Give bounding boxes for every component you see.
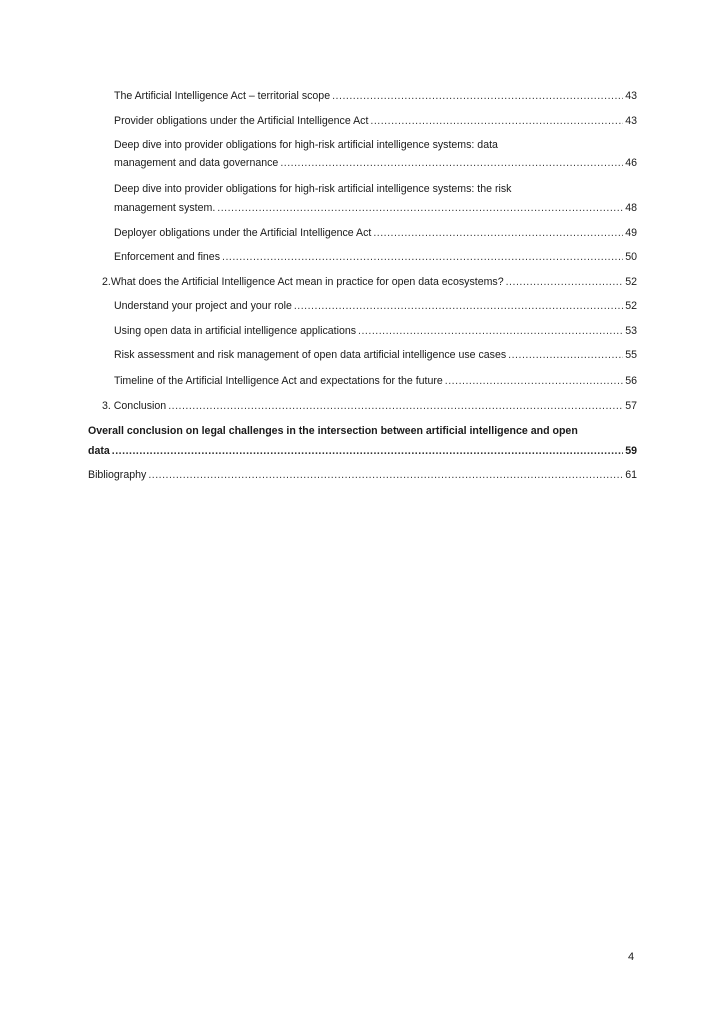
toc-entry-top-level[interactable] [88, 425, 637, 458]
toc-entry[interactable] [114, 227, 637, 240]
toc-entry[interactable] [114, 251, 637, 264]
toc-entry[interactable] [88, 469, 637, 482]
toc-entry-page: 53 [625, 325, 637, 337]
toc-entry-title: data [88, 445, 110, 457]
toc-entry-page: 57 [625, 400, 637, 412]
toc-entry-title: Conclusion [113, 400, 167, 412]
toc-entry-page: 56 [625, 375, 637, 387]
toc-leader-dots [222, 251, 623, 264]
toc-entry-page: 61 [625, 469, 637, 481]
toc-entry-number: 3. [102, 400, 111, 412]
page-number: 4 [628, 951, 635, 963]
toc-leader-dots [217, 202, 623, 215]
toc-entry-page: 50 [625, 251, 637, 263]
toc-entry[interactable] [114, 375, 637, 388]
toc-entry-title: Deployer obligations under the Artificial Intelligence Act [114, 227, 372, 239]
toc-entry-page: 43 [625, 115, 637, 127]
toc-entry-number: 2. [102, 276, 111, 288]
toc-entry-title: Risk assessment and risk management of open data artificial intelligence use cases [114, 349, 507, 361]
toc-entry-page: 52 [625, 300, 637, 312]
toc-entry-title-line1: Deep dive into provider obligations for high-risk artificial intelligence systems: data [114, 139, 498, 151]
toc-entry[interactable] [114, 349, 637, 362]
toc-entry-title: The Artificial Intelligence Act – territorial scope [114, 90, 331, 102]
toc-leader-dots [370, 115, 623, 128]
toc-entry-title-line1: Overall conclusion on legal challenges in the intersection between artificial intelligence and open [88, 425, 578, 437]
toc-leader-dots [112, 445, 623, 458]
toc-entry[interactable] [114, 300, 637, 313]
toc-entry[interactable] [102, 276, 637, 289]
toc-entry-title: Timeline of the Artificial Intelligence Act and expectations for the future [114, 375, 443, 387]
toc-leader-dots [294, 300, 623, 313]
toc-entry-title: Using open data in artificial intelligence applications [114, 325, 357, 337]
toc-entry-title: Bibliography [88, 469, 147, 481]
toc-entry-title: Understand your project and your role [114, 300, 292, 312]
toc-leader-dots [508, 349, 623, 362]
toc-entry[interactable] [114, 90, 637, 103]
toc-entry[interactable] [114, 183, 637, 215]
toc-entry-title-line1: Deep dive into provider obligations for high-risk artificial intelligence systems: the risk [114, 183, 512, 195]
toc-entry[interactable] [114, 115, 637, 128]
toc-entry-page: 49 [625, 227, 637, 239]
toc-leader-dots [332, 90, 623, 103]
toc-entry-page: 52 [625, 276, 637, 288]
toc-entry-title: Provider obligations under the Artificial Intelligence Act [114, 115, 369, 127]
toc-entry-page: 59 [625, 445, 637, 457]
toc-entry-page: 46 [625, 157, 637, 169]
toc-leader-dots [445, 375, 623, 388]
toc-leader-dots [373, 227, 623, 240]
toc-entry-page: 43 [625, 90, 637, 102]
toc-entry[interactable] [114, 325, 637, 338]
toc-entry[interactable] [102, 400, 637, 413]
toc-leader-dots [168, 400, 623, 413]
toc-entry-title: management and data governance [114, 157, 279, 169]
toc-entry[interactable] [114, 139, 637, 170]
toc-leader-dots [506, 276, 624, 289]
toc-leader-dots [358, 325, 623, 338]
toc-entry-page: 48 [625, 202, 637, 214]
toc-entry-title: management system. [114, 202, 216, 214]
toc-leader-dots [280, 157, 623, 170]
toc-entry-title: Enforcement and fines [114, 251, 220, 263]
toc-entry-page: 55 [625, 349, 637, 361]
toc-leader-dots [148, 469, 623, 482]
toc-entry-title: What does the Artificial Intelligence Act mean in practice for open data ecosystems? [110, 276, 504, 288]
